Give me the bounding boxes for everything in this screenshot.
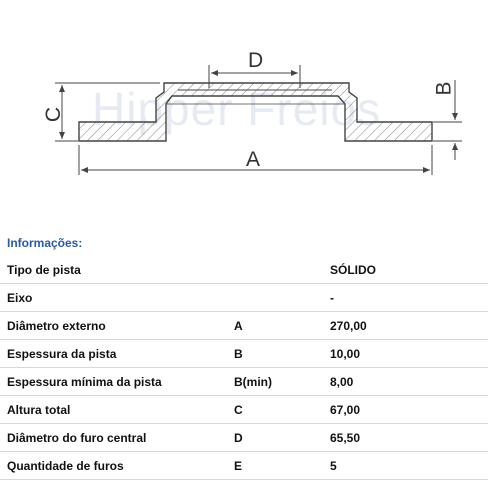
brake-disc-drawing xyxy=(0,0,488,230)
table-row xyxy=(0,424,488,452)
spec-code: A xyxy=(228,312,324,340)
spec-value: - xyxy=(324,284,488,312)
spec-value: 8,00 xyxy=(324,368,488,396)
section-title: Informações: xyxy=(7,236,83,250)
dimension-label-d: D xyxy=(248,49,264,72)
spec-code: B(min) xyxy=(228,368,324,396)
spec-name: Eixo xyxy=(0,284,228,312)
spec-code: C xyxy=(228,396,324,424)
table-row xyxy=(0,340,488,368)
dimension-label-b: B xyxy=(432,81,456,96)
dimension-label-a: A xyxy=(246,148,261,171)
spec-name: Espessura mínima da pista xyxy=(0,368,228,396)
spec-value: SÓLIDO xyxy=(324,256,488,284)
dimension-label-c: C xyxy=(42,106,66,123)
spec-name: Altura total xyxy=(0,396,228,424)
spec-code: E xyxy=(228,452,324,480)
spec-value: 67,00 xyxy=(324,396,488,424)
table-row xyxy=(0,284,488,312)
table-row xyxy=(0,312,488,340)
spec-value: 270,00 xyxy=(324,312,488,340)
watermark: Hipper Freios xyxy=(92,83,382,135)
table-row xyxy=(0,256,488,284)
spec-code: B xyxy=(228,340,324,368)
disc-section-svg xyxy=(0,0,488,230)
spec-value: 65,50 xyxy=(324,424,488,452)
specs-table xyxy=(0,256,488,480)
disc-section xyxy=(79,83,432,141)
spec-name: Diâmetro externo xyxy=(0,312,228,340)
spec-code xyxy=(228,256,324,284)
spec-name: Quantidade de furos xyxy=(0,452,228,480)
spec-value: 10,00 xyxy=(324,340,488,368)
spec-value: 5 xyxy=(324,452,488,480)
table-row xyxy=(0,368,488,396)
spec-name: Espessura da pista xyxy=(0,340,228,368)
spec-code: D xyxy=(228,424,324,452)
spec-name: Tipo de pista xyxy=(0,256,228,284)
spec-code xyxy=(228,284,324,312)
spec-name: Diâmetro do furo central xyxy=(0,424,228,452)
table-row xyxy=(0,396,488,424)
table-row xyxy=(0,452,488,480)
